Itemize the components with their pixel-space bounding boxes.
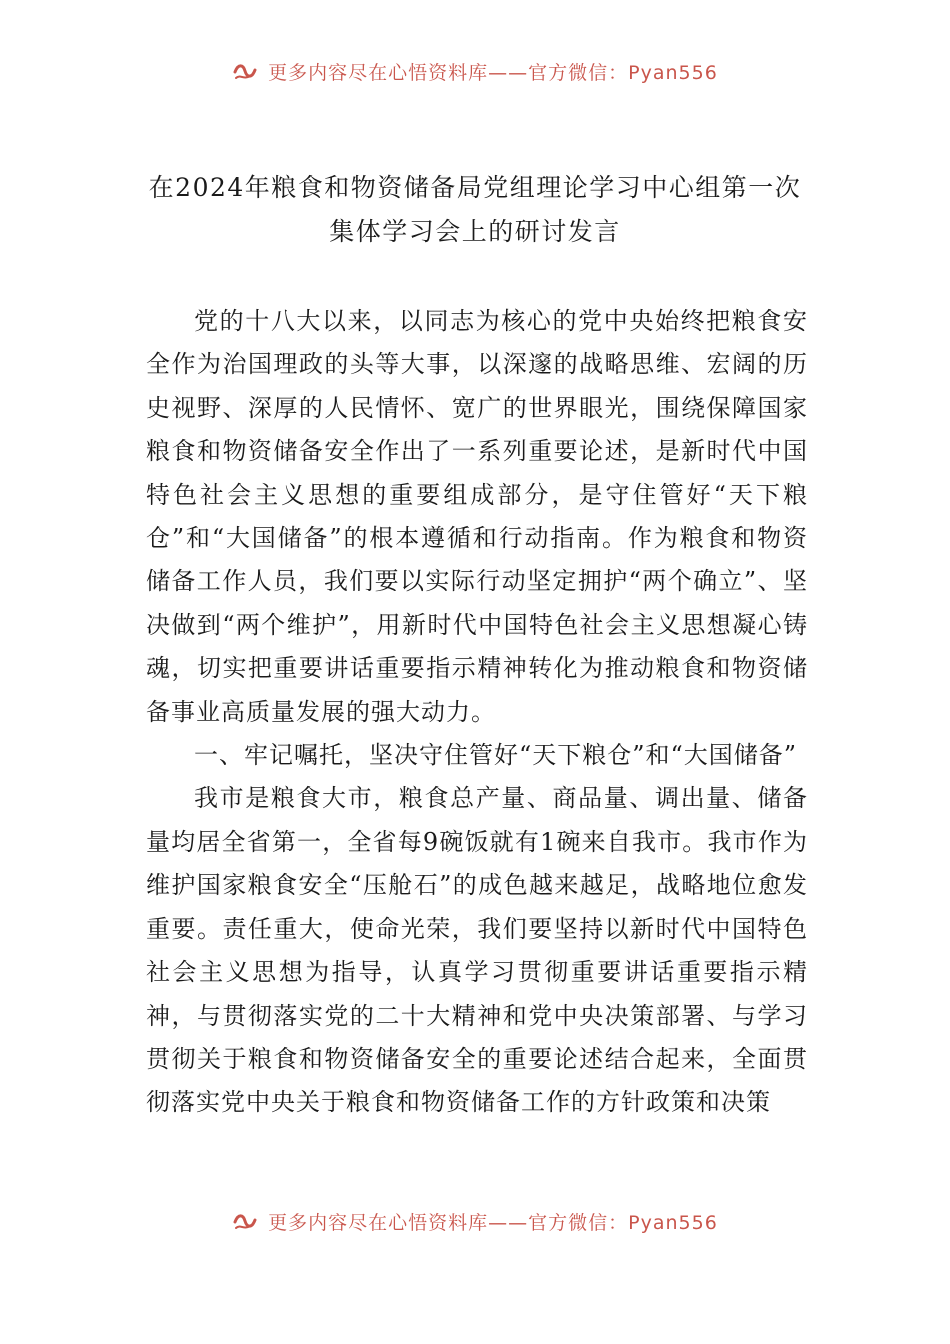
- watermark-text-top: 更多内容尽在心悟资料库——官方微信：Pyan556: [268, 61, 718, 84]
- watermark-banner-bottom: [0, 1203, 950, 1239]
- section-heading-1: 一、牢记嘱托，坚决守住管好“天下粮仓”和“大国储备”: [194, 741, 798, 770]
- paragraph-section-1: 我市是粮食大市，粮食总产量、商品量、调出量、储备量均居全省第一，全省每9碗饭就有1碗来自我市。我市作为维护国家粮食安全“压舱石”的成色越来越足，战略地位愈发重要。责任重大，使命光荣，我们要坚持以新时代中国特色社会主义思想为指导，认真学习贯彻重要讲话重要指示精神，与贯彻落实党的二十大精神和党中央决策部署、与学习贯彻关于粮食和物资储备安全的重要论述结合起来，全面贯彻落实党中央关于粮食和物资储备工作的方针政策和决策: [146, 784, 808, 1117]
- wave-logo-icon: [232, 1208, 258, 1234]
- document-body: [146, 300, 808, 1125]
- wave-logo-icon: [232, 58, 258, 84]
- paragraph-intro: 党的十八大以来，以同志为核心的党中央始终把粮食安全作为治国理政的头等大事，以深邃的战略思维、宏阔的历史视野、深厚的人民情怀、宽广的世界眼光，围绕保障国家粮食和物资储备安全作出了一系列重要论述，是新时代中国特色社会主义思想的重要组成部分，是守住管好“天下粮仓”和“大国储备”的根本遵循和行动指南。作为粮食和物资储备工作人员，我们要以实际行动坚定拥护“两个确立”、坚决做到“两个维护”，用新时代中国特色社会主义思想凝心铸魂，切实把重要讲话重要指示精神转化为推动粮食和物资储备事业高质量发展的强大动力。: [146, 307, 808, 726]
- watermark-banner-top: [0, 53, 950, 89]
- watermark-text-bottom: 更多内容尽在心悟资料库——官方微信：Pyan556: [268, 1211, 718, 1234]
- document-title: 在2024年粮食和物资储备局党组理论学习中心组第一次集体学习会上的研讨发言: [148, 173, 802, 246]
